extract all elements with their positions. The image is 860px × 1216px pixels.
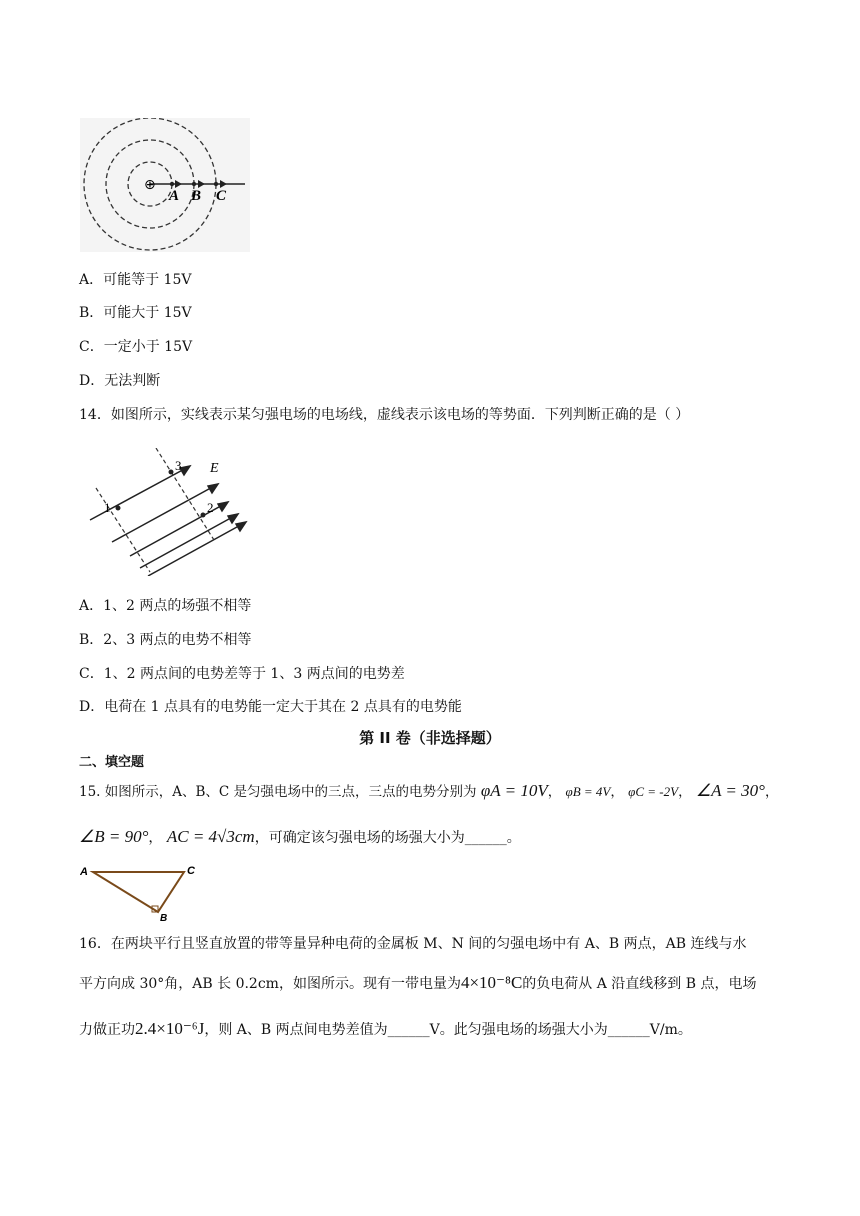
q16-text-a: 平方向成 30°角，AB 长 0.2cm，如图所示。现有一带电量为	[79, 976, 461, 992]
label-a: A	[169, 188, 180, 204]
label-b: B	[191, 188, 202, 204]
triangle-figure	[80, 862, 202, 922]
q15-phi-c: φC = -2V	[628, 784, 679, 799]
q15-phi-b: φB = 4V	[565, 784, 611, 799]
vertex-b: B	[160, 913, 168, 922]
point-1: 1	[104, 500, 111, 515]
q13-option-a: A．可能等于 15V	[79, 272, 192, 288]
concentric-equipotential-figure	[80, 118, 250, 252]
q16-text-c: 力做正功	[79, 1022, 135, 1038]
q16-line2	[79, 973, 756, 994]
q15-tail: ，可确定该匀强电场的场强大小为______。	[254, 830, 521, 846]
q15-ac: AC = 4√3cm	[166, 827, 255, 846]
q15-angle-b: ∠B = 90°	[79, 827, 149, 846]
section-title: 第 II 卷（非选择题）	[359, 729, 501, 747]
q16-charge: 4×10⁻⁸C	[460, 973, 523, 992]
q13-option-c: C．一定小于 15V	[79, 339, 193, 355]
label-c: C	[216, 188, 227, 204]
point-2: 2	[207, 500, 214, 515]
q13-option-d: D．无法判断	[79, 373, 161, 389]
label-e: E	[210, 461, 219, 476]
q13-option-b: B．可能大于 15V	[79, 305, 192, 321]
q15-line1: 15. 如图所示，A、B、C 是匀强电场中的三点，三点的电势分别为 φA = 10V， φB = 4V， φC = -2V， ∠A = 30°，	[79, 781, 779, 800]
q14-stem: 14．如图所示，实线表示某匀强电场的电场线，虚线表示该电场的等势面．下列判断正确的是（ ）	[79, 407, 690, 423]
q14-option-d: D．电荷在 1 点具有的电势能一定大于其在 2 点具有的电势能	[79, 699, 462, 715]
q16-line1: 16．在两块平行且竖直放置的带等量异种电荷的金属板 M、N 间的匀强电场中有 A、B 两点，AB 连线与水	[79, 936, 747, 952]
q14-option-b: B．2、3 两点的电势不相等	[79, 632, 252, 648]
vertex-a: A	[80, 866, 88, 878]
vertex-c: C	[187, 865, 195, 877]
q14-option-a: A．1、2 两点的场强不相等	[79, 598, 252, 614]
q15-phi-a: φA = 10V	[480, 781, 548, 800]
q15-angle-a: ∠A = 30°	[695, 781, 765, 800]
q16-line3	[79, 1019, 692, 1040]
q14-option-c: C．1、2 两点间的电势差等于 1、3 两点间的电势差	[79, 666, 405, 682]
charge-symbol: ⊕	[144, 177, 156, 193]
q15-text-a: 15. 如图所示，A、B、C 是匀强电场中的三点，三点的电势分别为	[79, 784, 477, 800]
q15-line2: ∠B = 90°， AC = 4√3cm，可确定该匀强电场的场强大小为______。	[79, 827, 521, 846]
uniform-field-figure	[86, 448, 256, 576]
q16-text-b: 的负电荷从 A 沿直线移到 B 点，电场	[522, 976, 757, 992]
section-subtitle: 二、填空题	[79, 755, 145, 770]
q16-work: 2.4×10⁻⁶J	[135, 1019, 205, 1038]
point-3: 3	[175, 458, 182, 473]
q16-text-d: ，则 A、B 两点间电势差值为______V。此匀强电场的场强大小为______V/m。	[204, 1022, 692, 1038]
